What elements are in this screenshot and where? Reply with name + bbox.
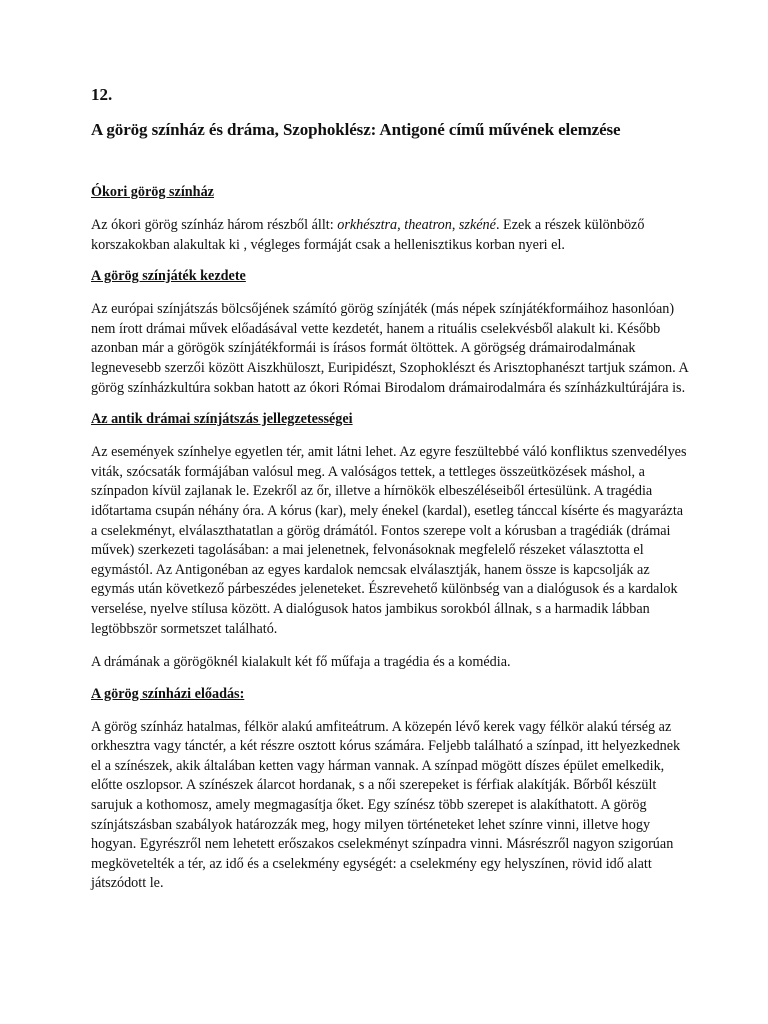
document-title: A görög színház és dráma, Szophoklész: Antigoné című művének elemzése (91, 120, 621, 139)
term-szkene: szkéné (458, 217, 496, 233)
section-beginnings (91, 266, 691, 398)
paragraph: A drámának a görögöknél kialakult két fő műfaja a tragédia és a komédia. (91, 654, 511, 671)
chapter-number: 12. (91, 85, 113, 104)
section-characteristics (91, 409, 691, 673)
section-performance (91, 684, 691, 894)
document-page (91, 84, 691, 894)
section-heading: Az antik drámai színjátszás jellegzetességei (91, 411, 353, 428)
section-heading: A görög színházi előadás: (91, 685, 245, 702)
term-orkhesztra: orkhésztra (337, 217, 398, 233)
paragraph: Az események színhelye egyetlen tér, amit látni lehet. Az egyre feszültebbé váló konfliktus szenvedélyes viták, szócsaták formájában valósul meg. A valóságos tettek, a tettleges összeütközések máshol, a színpadon kívül zajlanak le. Ezekről az őr, illetve a hírnökök elbeszéléseiből értesülünk. A tragédia időtartama csupán néhány óra. A kórus (kar), mely énekel (kardal), esetleg tánccal kísérte és magyarázta a cselekményt, elválaszthatatlan a görög drámától. Fontos szerepe volt a kórusban a tragédiák (drámai művek) szerkezeti tagolásában: a mai jelenetnek, felvonásoknak megfelelő részeket választotta el egymástól. Az Antigonéban az egyes kardalok nemcsak elválasztják, hanem össze is kapcsolják az egymás után következő párbeszédes jeleneteket. Észrevehető különbség van a dialógusok és a kardalok verselése, nyelve stílusa között. A dialógusok hatos jambikus sorokból állnak, s a harmadik lábban legtöbbször sormetszet található. (91, 444, 687, 637)
section-heading: Ókori görög színház (91, 184, 214, 200)
paragraph-text: Az ókori görög színház három részből állt: (91, 217, 338, 233)
paragraph: Az ókori görög színház három részből állt: orkhésztra, theatron, szkéné. Ezek a részek különböző korszakokban alakultak ki , végleges formáját csak a hellenisztikus korban nyeri el. (91, 217, 645, 253)
term-theatron: theatron (404, 217, 452, 233)
section-ancient-theatre (91, 182, 691, 255)
paragraph-text: . Ezek a részek különböző korszakokban alakultak ki , végleges formáját csak a hellenisztikus korban nyeri el. (91, 217, 645, 253)
paragraph: Az európai színjátszás bölcsőjének számító görög színjáték (más népek színjátékformáihoz hasonlóan) nem írott drámai művek előadásával vette kezdetét, hanem a rituális cselekvésből alakult ki. Később azonban már a görögök színjátékformái is írásos formát öltöttek. A görögség drámairodalmának legnevesebb szerzői között Aiszkhüloszt, Euripidészt, Szophoklészt és Arisztophanészt tartjuk számon. A görög színházkultúra sokban hatott az ókori Római Birodalom drámairodalmára és színházkultúrájára is. (91, 301, 688, 396)
paragraph: A görög színház hatalmas, félkör alakú amfiteátrum. A közepén lévő kerek vagy félkör alakú térség az orkhesztra vagy tánctér, a két részre osztott kórus számára. Feljebb található a színpad, itt helyezkednek el a színészek, akik általában ketten vagy hárman vannak. A színpad mögött díszes épület emelkedik, előtte oszlopsor. A színészek álarcot hordanak, s a női szerepeket is férfiak alakítják. Bőrből készült sarujuk a kothomosz, amely megmagasítja őket. Egy színész több szerepet is alakíthatott. A görög színjátszásban szabályok határozzák meg, hogy milyen történeteket lehet színre vinni, illetve hogy hogyan. Egyrészről nem lehetett erőszakos cselekményt színpadra vinni. Másrészről nagyon szigorúan megkövetelték a tér, az idő és a cselekmény egységét: a cselekmény egy helyszínen, rövid idő alatt játszódott le. (91, 718, 681, 892)
section-heading: A görög színjáték kezdete (91, 268, 246, 285)
